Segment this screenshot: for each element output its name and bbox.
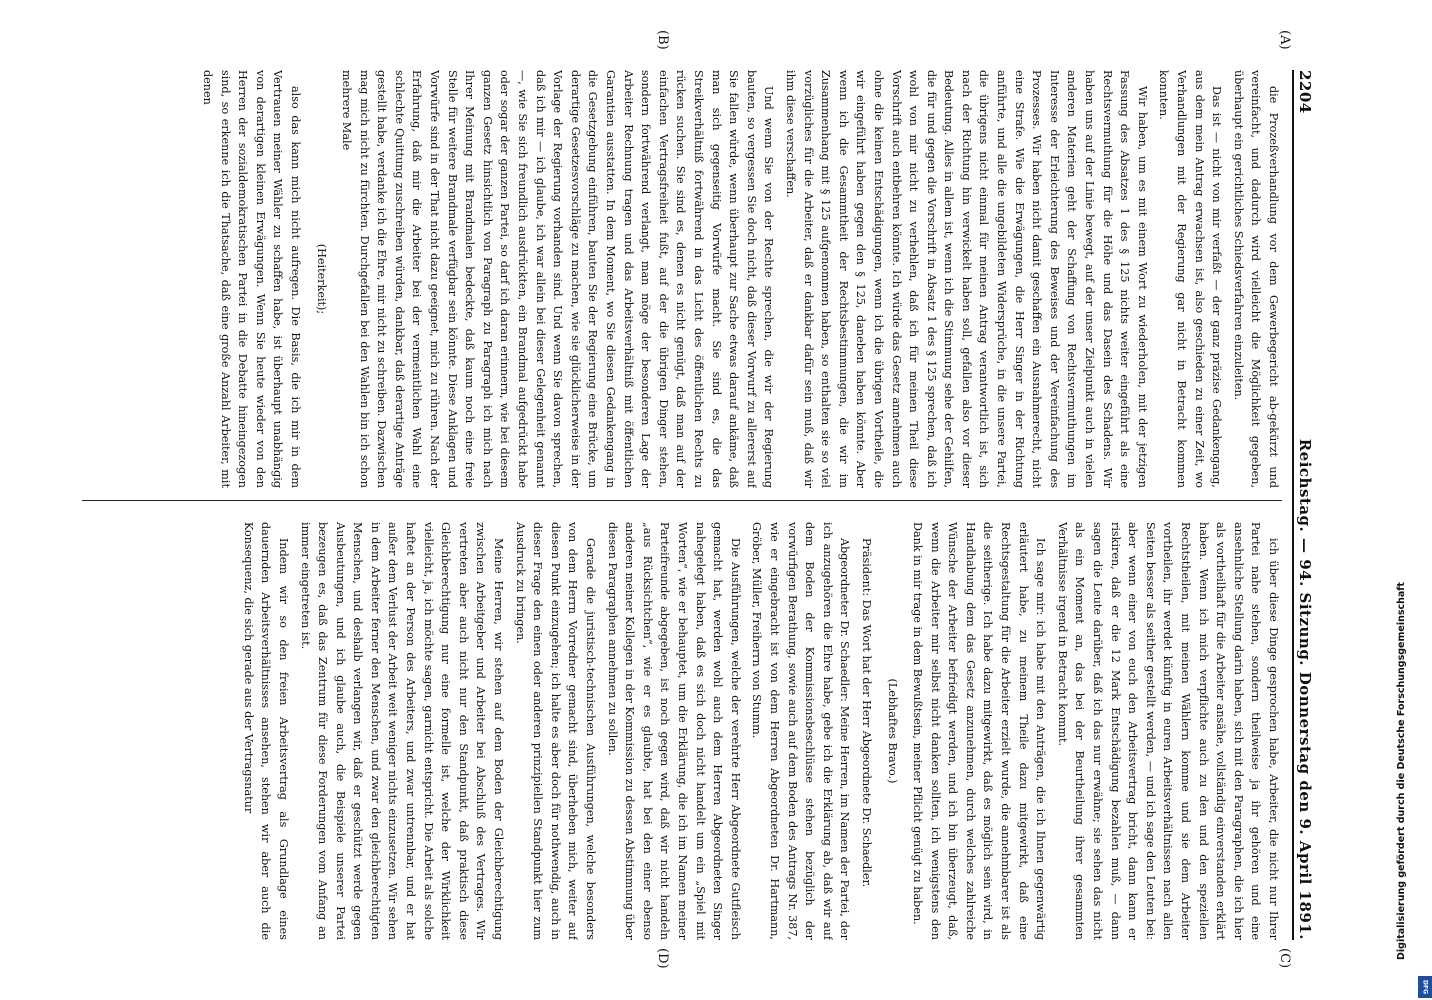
speaker-paragraph: Abgeordneter Dr. Schaedler: Meine Herren, im Namen der Partei, der ich anzugehören die Ehre habe, gebe ich die Erklärung ab, daß wir auf dem Boden der Kommissionsbeschlüsse stehen bezüglich der vorwürfigen Berathung, sowie auch auf dem Boden des Antrags Nr. 387, wie er eingebracht ist von dem Herren Abgeordneten Dr. Hartmann, Gröber, Müller, Freiherrn von Stumm. [750,522,852,940]
paragraph: Die Ausführungen, welche der verehrte Herr Abgeordnete Gutfleisch gemacht hat, werden wohl auch dem Herren Abgeordneten Singer nahegelegt haben, daß es sich doch nicht handelt um ein „Spiel mit Worten“, wie er behauptet, um die Erklärung, die ich im Namen meiner Parteifreunde abgegeben, ist noch gegen wird, daß wir nicht handeln „aus Rücksichtchen“, wie er es glaubte, hat bei den einer ebenso anderen meiner Kollegen in der Kommission zu dessen Abstimmung über diesen Paragraphen annehmen zu sollen. [605,522,742,940]
margin-marker-d: (D) [655,948,670,969]
left-text-column [82,70,1282,488]
paragraph: also das kann mich nicht aufregen. Die Basis, die ich mir in dem Vertrauen meiner Wähler zu schaffen habe, ist überhaupt unabhängig von derartigen kleinen Erwägungen. Wenn Sie heute wieder von den Herren der sozialdemokratischen Partei in die Debatte hineingezogen sind, so erkenne ich die Thatsache, daß eine große Anzahl Arbeiter, mit denen [200,70,302,488]
paragraph: Ich sage mir: ich habe mit den Anträgen, die ich Ihnen gegenwärtig erläutert habe, zu meinem Theile dazu mitgewirkt, daß eine Rechtsgestaltung für die Arbeiter erzielt wurde, die annehmbarer ist als die seitherige. Ich habe dazu mitgewirkt, daß es möglich sein wird, in Handhabung dem das Gesetz anzunehmen, durch welches zahlreiche Wünsche der Arbeiter befriedigt werden, und ich bin überzeugt, daß, wenn die Arbeiter mir selbst nicht danken sollten, ich wenigstens den Dank in mir trage in dem Bewußtsein, meiner Pflicht genügt zu haben. [911,522,1048,940]
page-number: 2204 [1296,70,1314,114]
paragraph: ich über diese Dinge gesprochen habe, Arbeiter, die nicht nur Ihrer Partei nahe stehen, sondern theilweise ja ihr gehören und eine ansehnliche Stellung darin haben, sich mit den Paragraphen, die ich hier als vortheilhaft für die Arbeiter ansähe, vollständig einverstanden erklärt haben. Wenn ich mich verpflichte auch zu den und den speziellen Rechtstheilen, mit meinen Wählern komme und sie dem Arbeiter vortheilen, ihr werdet künftig in euren Arbeitsverhältnissen nach allen Seiten besser als seither gestellt werden, — und ich sage den Leuten bei: aber wenn einer von euch den Arbeitsvertrag bricht, dann kann er riskiren, daß er die 12 Mark Entschädigung bezahlen muß, — dann sagen die Leute darüber, daß ich das nur erwähne; sie sehen das nicht als ein Moment an, das bei der Beurtheilung ihrer gesammten Verhältnisse irgend in Betracht kommt. [1055,522,1280,940]
paragraph: Das ist — nicht von mir verfaßt — der ganz präzise Gedankengang, aus dem mein Antrag erwachsen ist, also geschieden zu einer Zeit, wo Verhandlungen mit der Regierung gar nicht in Betracht kommen konnten. [1157,70,1224,488]
interjection: (Heiterkeit); [314,243,328,315]
right-text-column [82,522,1282,940]
paragraph: Meine Herren, wir stehen auf dem Boden der Gleichberechtigung zwischen Arbeitgeber und Arbeiter bei Abschluß des Vertrages. Wir vertreten aber auch nicht nur den Standpunkt, daß praktisch diese Gleichberechtigung nur eine formelle ist, welche der Wirklichkeit vielleicht, ja, ich möchte sagen, garnicht entspricht. Die Arbeit als solche haftet an der Person des Arbeiters, und zwar untrennbar, und er hat außer dem Verlust der Arbeit weit weniger nichts einzusetzen. Wir sehen in dem Arbeiter ferner den Menschen, und zwar den gleichberechtigten Menschen, und deshalb verlangen wir, daß er geschützt werde gegen Ausbeutungen, und ich glaube auch, die Beispiele unserer Partei bezeugen es, daß das Zentrum für diese Forderungen vom Anfang an immer eingetreten ist. [298,522,506,940]
column-divider [82,500,1282,501]
digitization-note: Digitalisierung gefördert durch die Deutsche Forschungsgemeinschaft [1396,582,1407,960]
page-title: Reichstag. — 94. Sitzung. Donnerstag den 9. April 1891. [1296,438,1314,940]
paragraph: Und wenn Sie von der Rechte sprechen, die wir der Regierung bauten, so vergessen Sie doch nicht, daß dieser Vorwurf zu allererst auf Sie fallen würde, wenn überhaupt zur Sache etwas darauf ankäme, daß man sich gegenseitig Vorwürfe macht. Sie sind es, die das Streikverhältniß fortwährend in das Licht des öffentlichen Rechts zu rücken suchen. Sie sind es, denen es nicht genügt, daß man auf der einfachen Vertragsfreiheit fußt, auf der die übrigen Dinger stehen, sondern fortwährend verlangt, man möge der besonderen Lage der Arbeiter Rechnung tragen und das Arbeitsverhältniß mit öffentlichen Garantien ausstatten. In dem Moment, wo Sie diesen Gedankengang in die Gesetzgebung einführen, bauten Sie der Regierung eine Brücke, um derartige Gesetzesvorschläge zu machen, wie sie glücklicherweise in der Vorlage der Regierung vorhanden sind. Und wenn Sie davon sprechen, daß ich mir — ich glaube, ich war allein bei dieser Gelegenheit genannt —, wie Sie sich freundlich ausdrückten, ein Brandmal aufgedrückt habe oder sogar der ganzen Partei, so darf ich daran erinnern, wie bei diesem ganzen Gesetz hinsichtlich von Paragraph zu Paragraph ich mich nach Ihrer Meinung mit Brandmalen bedeckte, daß kaum noch eine freie Stelle für weitere Brandmale verfügbar sein könnte. Diese Anklagen und Vorwürfe sind in der That nicht dazu geeignet, mich zu rühren. Nach der Erfahrung, daß mir die Arbeiter bei der vermeintlichen Wahl eine schlechte Quittung zuschreiben würden, dankbar, daß derartige Anträge gestellt habe, verdanke ich die Ehre, mir nicht zu schreiben. Dazwischen mag mich nicht zu fürchten. Durchgefallen bei den Wahlen bin ich schon mehrere Male [340,70,776,488]
margin-marker-c: (C) [1277,948,1292,969]
margin-marker-b: (B) [655,30,670,50]
interjection: (Lebhaftes Bravo.) [885,678,899,784]
paragraph: Wir haben, um es mit einem Wort zu wiederholen, mit der jetzigen Fassung des Absatzes 1 des § 125 nichts weiter eingeführt als eine Rechtsvermuthung für die Höhe und das Dasein des Schadens. Wir haben uns auf der Linie bewegt, auf der unser Zielpunkt auch in vielen anderen Materien geht der Schaffung von Rechtsvermuthungen im Interesse der Erleichterung des Beweises und der Vereinfachung des Prozesses. Wir haben nicht damit geschaffen ein Ausnahmerecht, nicht eine Strafe. Wie die Erwägungen, die Herr Singer in der Richtung anführte, und alle die ungebildeten Widersprüche, in die unsere Partei, die übrigens nicht einmal für meinen Antrag verantwortlich ist, sich nach der Richtung hin verwickelt haben soll, gefallen also vor dieser Bedeutung. Alles in allem ist, wenn ich die Stimmung sehe der Gehilfen, die für und gegen die Vorschrift in Absatz 1 des § 125 sprechen, daß ich wohl von mir nicht zu verhehlen, daß ich für meinen Theil diese Vorschrift auch entbehren könnte. Ich würde das Gesetz annehmen auch ohne die keinen Entschädigungen, wenn ich die übrigen Vortheile, die wir eingeführt haben gegen den § 125, daneben haben könnte. Aber wenn ich die Gesammtheit der Rechtsbestimmungen, die wir im Zusammenhang mit § 125 aufgenommen haben, so enthalten sie so viel vorzügliches für die Arbeiter, daß er dankbar dafür sein muß, daß wir ihm diese verschaffen. [783,70,1149,488]
speaker-paragraph: Präsident: Das Wort hat der Herr Abgeordnete Dr. Schaedler. [859,538,873,888]
dfg-logo: DFG [1418,976,1432,998]
paragraph: Indem wir so den freien Arbeitsvertrag als Grundlage eines dauernden Arbeitsverhältnisses ansehen, stehen wir aber auch die Konsequenz, die sich gerade aus der Vertragsnatur [241,522,290,940]
margin-marker-a: (A) [1277,30,1292,50]
paragraph: Gerade die juristisch-technischen Ausführungen, welche besonders von dem Herrn Vorredner gemacht sind, überheben mich, weiter auf diesen Punkt einzugehen; ich halte es aber doch für nothwendig, auch in dieser Frage den einen oder anderen prinzipiellen Standpunkt hier zum Ausdruck zu bringen. [513,522,598,940]
paragraph: die Prozeßverhandlung vor dem Gewerbegericht ab-gekürzt und vereinfacht, und dadurch wird vielleicht die Möglichkeit gegeben, überhaupt ein gerichtliches Schiedsverfahren einzuleiten. [1231,70,1280,488]
page-header [1292,70,1320,940]
